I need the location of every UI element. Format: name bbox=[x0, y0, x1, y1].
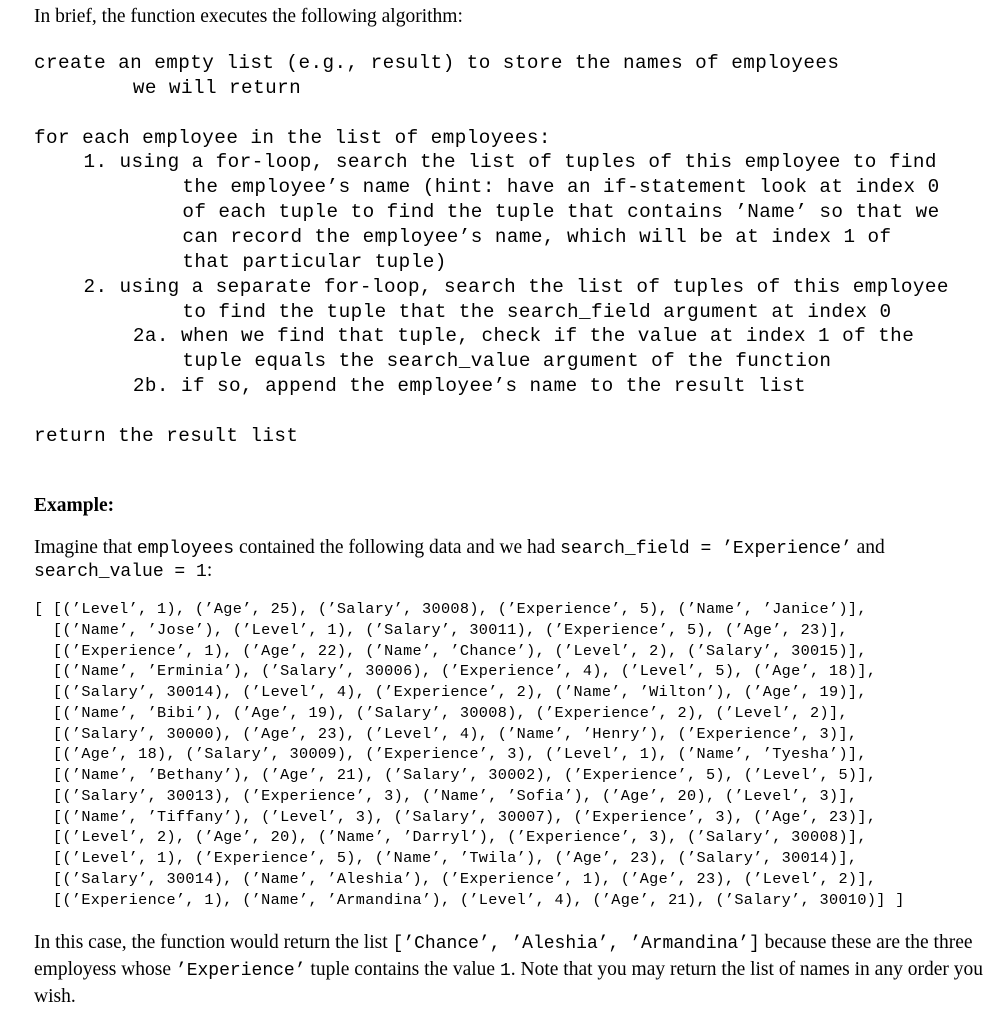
algorithm-line: to find the tuple that the search_field argument at index 0 bbox=[182, 300, 892, 323]
data-line: [(’Salary’, 30014), (’Name’, ’Aleshia’), (’Experience’, 1), (’Age’, 23), (’Level’, 2)], bbox=[34, 869, 877, 888]
data-line: [(’Name’, ’Erminia’), (’Salary’, 30006), (’Experience’, 4), (’Level’, 5), (’Age’, 18)], bbox=[34, 662, 877, 681]
imagine-text-4: : bbox=[206, 560, 213, 581]
algorithm-line: we will return bbox=[132, 76, 302, 99]
conclusion-text-1: In this case, the function would return the list bbox=[34, 932, 393, 953]
algorithm-line: return the result list bbox=[34, 424, 299, 447]
data-line: [(’Salary’, 30014), (’Level’, 4), (’Experience’, 2), (’Name’, ’Wilton’), (’Age’, 19)], bbox=[34, 683, 867, 701]
example-description bbox=[34, 537, 994, 583]
algorithm-line: can record the employee’s name, which will be at index 1 of bbox=[182, 225, 892, 248]
imagine-text-3: and bbox=[851, 537, 885, 558]
conclusion-text bbox=[34, 930, 984, 1009]
imagine-code-search-field: search_field = ’Experience’ bbox=[560, 539, 852, 559]
algorithm-line: tuple equals the search_value argument of the function bbox=[182, 350, 832, 373]
conclusion-code-result: [’Chance’, ’Aleshia’, ’Armandina’] bbox=[392, 934, 760, 954]
data-line: [(’Name’, ’Tiffany’), (’Level’, 3), (’Salary’, 30007), (’Experience’, 3), (’Age’, 23)], bbox=[34, 807, 877, 826]
algorithm-line: 2a. when we find that tuple, check if the value at index 1 of the bbox=[132, 325, 915, 348]
data-line: [(’Experience’, 1), (’Name’, ’Armandina’), (’Level’, 4), (’Age’, 21), (’Salary’, 30010)] ] bbox=[34, 890, 905, 909]
data-line: [ [(’Level’, 1), (’Age’, 25), (’Salary’, 30008), (’Experience’, 5), (’Name’, ’Janice’)], bbox=[34, 600, 867, 618]
example-heading: Example: bbox=[34, 495, 115, 516]
imagine-text-1: Imagine that bbox=[34, 537, 137, 558]
data-line: [(’Name’, ’Jose’), (’Level’, 1), (’Salary’, 30011), (’Experience’, 5), (’Age’, 23)], bbox=[34, 620, 848, 639]
data-line: [(’Age’, 18), (’Salary’, 30009), (’Experience’, 3), (’Level’, 1), (’Name’, ’Tyesha’)], bbox=[34, 745, 867, 764]
algorithm-line: the employee’s name (hint: have an if-statement look at index 0 bbox=[182, 176, 940, 199]
conclusion-code-value: 1 bbox=[499, 961, 511, 981]
conclusion-text-3: tuple contains the value bbox=[305, 959, 500, 980]
conclusion-text-4: . Note that you may return the list of names in any order you wish. bbox=[34, 959, 983, 1007]
algorithm-line: 1. using a for-loop, search the list of tuples of this employee to find bbox=[83, 151, 937, 174]
algorithm-line: create an empty list (e.g., result) to store the names of employees bbox=[34, 52, 840, 74]
data-line: [(’Salary’, 30000), (’Age’, 23), (’Level’, 4), (’Name’, ’Henry’), (’Experience’, 3)], bbox=[34, 724, 858, 743]
conclusion-text-2: because these are the three employess whose bbox=[34, 932, 973, 980]
data-line: [(’Level’, 1), (’Experience’, 5), (’Name’, ’Twila’), (’Age’, 23), (’Salary’, 30014)], bbox=[34, 849, 858, 867]
algorithm-line: that particular tuple) bbox=[182, 250, 447, 273]
imagine-code-search-value: search_value = 1 bbox=[34, 562, 207, 582]
data-line: [(’Salary’, 30013), (’Experience’, 3), (’Name’, ’Sofia’), (’Age’, 20), (’Level’, 3)], bbox=[34, 786, 858, 805]
algorithm-line: 2b. if so, append the employee’s name to the result list bbox=[132, 375, 807, 398]
imagine-text-2: contained the following data and we had bbox=[234, 537, 561, 558]
data-line: [(’Name’, ’Bethany’), (’Age’, 21), (’Salary’, 30002), (’Experience’, 5), (’Level’, 5)], bbox=[34, 766, 877, 784]
conclusion-code-experience: ’Experience’ bbox=[175, 961, 306, 981]
intro-text: In brief, the function executes the following algorithm: bbox=[34, 6, 463, 27]
imagine-code-employees: employees bbox=[136, 539, 235, 559]
algorithm-line: for each employee in the list of employees: bbox=[34, 126, 551, 149]
algorithm-line: of each tuple to find the tuple that contains ’Name’ so that we bbox=[182, 201, 940, 224]
data-line: [(’Name’, ’Bibi’), (’Age’, 19), (’Salary’, 30008), (’Experience’, 2), (’Level’, 2)], bbox=[34, 703, 848, 722]
algorithm-line: 2. using a separate for-loop, search the list of tuples of this employee bbox=[83, 275, 949, 298]
data-line: [(’Level’, 2), (’Age’, 20), (’Name’, ’Darryl’), (’Experience’, 3), (’Salary’, 30008)], bbox=[34, 828, 867, 847]
data-line: [(’Experience’, 1), (’Age’, 22), (’Name’, ’Chance’), (’Level’, 2), (’Salary’, 30015)], bbox=[34, 641, 867, 660]
